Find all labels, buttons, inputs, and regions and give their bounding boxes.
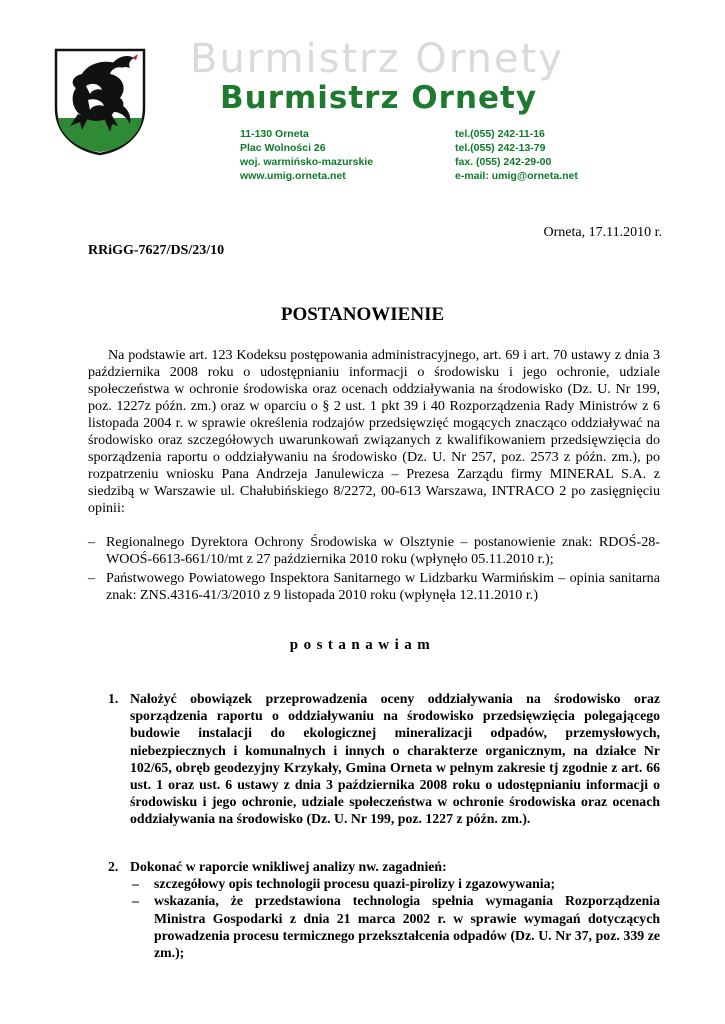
logo-watermark-text: Burmistrz Ornety <box>190 36 564 82</box>
phone-2: tel.(055) 242-13-79 <box>455 142 546 154</box>
order-2 <box>108 858 660 961</box>
intro-text: Na podstawie art. 123 Kodeksu postępowania administracyjnego, art. 69 i art. 70 ustawy z dnia 3 października 2008 roku o udostępnianiu informacji o środowisku i jego ochronie, udziale społeczeństwa w ochronie środowiska oraz ocenach oddziaływania na środowisko (Dz. U. Nr 199, poz. 1227z późn. zm.) oraz w oparciu o § 2 ust. 1 pkt 39 i 40 Rozporządzenia Rady Ministrów z 6 listopada 2004 r. w sprawie określenia rodzajów przedsięwzięć mogących znacząco oddziaływać na środowisko oraz szczegółowych uwarunkowań związanych z kwalifikowaniem przedsięwzięcia do sporządzenia raportu o oddziaływaniu na środowisko (Dz. U. Nr 257, poz. 2573 z późn. zm.), po rozpatrzeniu wniosku Pana Andrzeja Janulewicza – Prezesa Zarządu firmy MINERAL S.A. z siedzibą w Warszawie ul. Chałubińskiego 8/2272, 00-613 Warszawa, INTRACO 2 po zasięgnięciu opinii: <box>88 347 660 516</box>
order-number: 2. <box>108 859 119 874</box>
website-link[interactable]: www.umig.orneta.net <box>240 170 346 182</box>
list-item: – wskazania, że przedstawiona technologia spełnia wymagania Rozporządzenia Ministra Gospodarki z dnia 21 marca 2002 r. w sprawie wymagań dotyczących prowadzenia procesu termicznego przekształcenia odpadów (Dz. U. Nr 37, poz. 339 ze zm.); <box>126 892 660 961</box>
order-item <box>108 690 660 828</box>
document-title: POSTANOWIENIE <box>280 304 445 325</box>
contact-block <box>455 127 578 183</box>
fax: fax. (055) 242-29-00 <box>455 156 552 168</box>
address-block <box>240 127 373 183</box>
phone-1: tel.(055) 242-11-16 <box>455 128 545 140</box>
order-item <box>108 858 660 875</box>
opinions-list <box>88 534 660 606</box>
order-number: 1. <box>108 691 119 706</box>
list-item: – Regionalnego Dyrektora Ochrony Środowiska w Olsztynie – postanowienie znak: RDOŚ-28-WOOŚ-6613-661/10/mt z 27 października 2010 roku (wpłynęło 05.11.2010 r.); <box>88 534 660 568</box>
order-text: Nałożyć obowiązek przeprowadzenia oceny oddziaływania na środowisko oraz sporządzenia raportu o oddziaływaniu na środowisko przedsięwzięcia polegającego budowie instalacji do ekologicznej mineralizacji odpadów, przemysłowych, niebezpiecznych i komunalnych i innych o charakterze organicznym, na działce Nr 102/65, obręb geodezyjny Krzykały, Gmina Orneta w pełnym zakresie tj zgodnie z art. 66 ust. 1 oraz ust. 6 ustawy z dnia 3 października 2008 roku o udostępnianiu informacji o środowisku i jego ochronie, udziale społeczeństwa w ochronie środowiska oraz ocenach oddziaływania na środowisko (Dz. U. Nr 199, poz. 1227 z późn. zm.). <box>130 691 660 827</box>
address-street: Plac Wolności 26 <box>240 142 326 154</box>
order-text: Dokonać w raporcie wnikliwej analizy nw. zagadnień: <box>130 859 447 874</box>
list-item: – Państwowego Powiatowego Inspektora Sanitarnego w Lidzbarku Warmińskim – opinia sanitarna znak: ZNS.4316-41/3/2010 z 9 listopada 2010 roku (wpłynęła 12.11.2010 r.) <box>88 570 660 604</box>
address-region: woj. warmińsko-mazurskie <box>240 156 374 168</box>
analysis-items-list <box>108 875 660 961</box>
decision-heading: postanawiam <box>289 637 436 653</box>
dragon-crest-logo <box>52 46 148 156</box>
list-item: – szczegółowy opis technologii procesu quazi-pirolizy i zgazowywania; <box>126 875 660 892</box>
legal-basis-paragraph <box>88 347 660 517</box>
order-1 <box>108 690 660 828</box>
address-city: 11-130 Orneta <box>240 128 309 140</box>
logo-title: Burmistrz Ornety <box>220 80 538 116</box>
reference-number: RRiGG-7627/DS/23/10 <box>88 243 225 258</box>
document-date: Orneta, 17.11.2010 r. <box>543 225 662 240</box>
email-link[interactable]: e-mail: umig@orneta.net <box>455 170 578 182</box>
